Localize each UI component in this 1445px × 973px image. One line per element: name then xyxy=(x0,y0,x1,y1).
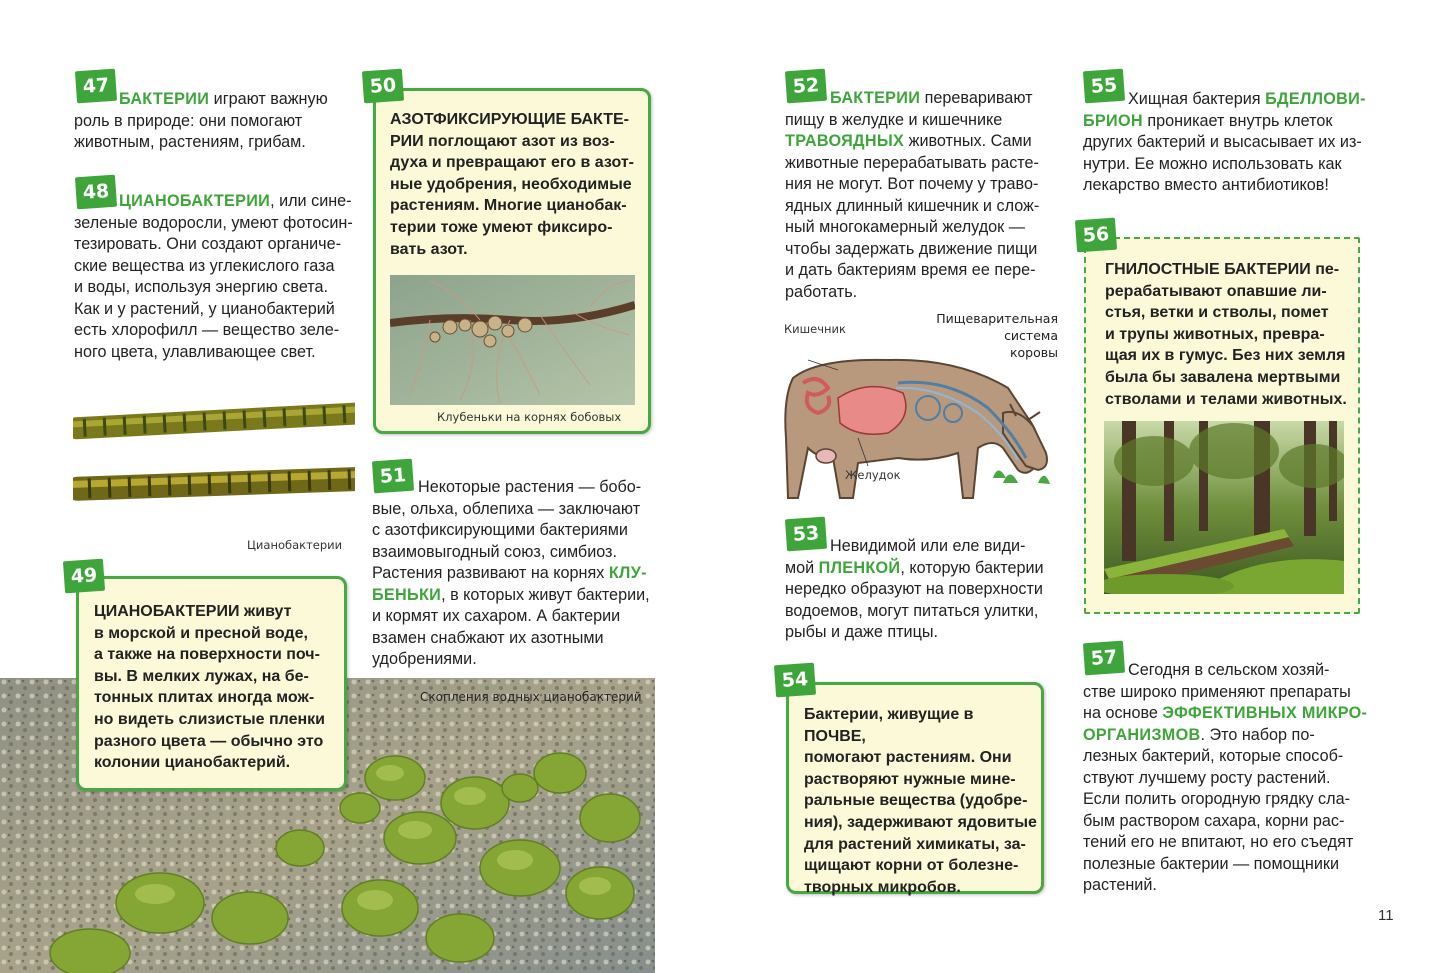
fact-57-highlight2: ОРГАНИЗМОВ xyxy=(1083,725,1201,744)
fact-number-49: 49 xyxy=(63,559,105,594)
fact-52-body2: животных. Сами животные перерабатывать расте- ния не могут. Вот почему у траво- ядных длинный кишечник и слож- ный многокамерный желудок — чтобы задержать движение пищи и дать бактериям время ее пере- работать. xyxy=(785,132,1040,301)
fact-number-47: 47 xyxy=(75,69,117,104)
fact-number-53: 53 xyxy=(785,517,827,552)
fact-number-57: 57 xyxy=(1083,641,1125,676)
fact-47-body: играют важную роль в природе: они помогают животным, растениям, грибам. xyxy=(74,90,328,151)
fact-55-body1: Хищная бактерия xyxy=(1128,90,1266,108)
fact-51-body2: , в которых живут бактерии, и кормят их сахаром. А бактерии взамен снабжают их азотными удобрениями. xyxy=(372,585,650,668)
fact-55-body2: проникает внутрь клеток других бактерий и высасывает их из- нутри. Ее можно использовать как лекарство вместо антибиотиков! xyxy=(1083,111,1362,194)
fact-47-text xyxy=(74,89,354,154)
cyanobacteria-photo xyxy=(73,390,355,520)
cyanobacteria-caption: Цианобактерии xyxy=(247,538,343,552)
cow-digestive-diagram xyxy=(778,338,1058,503)
fact-48-text xyxy=(74,191,364,363)
fact-number-55: 55 xyxy=(1083,69,1125,104)
fact-number-52: 52 xyxy=(785,69,827,104)
fact-53-body2: , которую бактерии нередко образуют на поверхности водоемов, могут питаться улитки, рыбы и даже птицы. xyxy=(785,558,1044,641)
fact-number-50: 50 xyxy=(362,69,404,104)
fact-54-text: Бактерии, живущие в ПОЧВЕ, помогают растениям. Они растворяют нужные мине- ральные вещества (удобре- ния), задерживают ядовитые для растений химикаты, за- щищают корни от болезне- творных микробов. xyxy=(804,706,1037,896)
nodules-caption: Клубеньки на корнях бобовых xyxy=(437,410,622,424)
fact-52-body1: переваривают пищу в желудке и кишечнике xyxy=(785,89,1033,129)
fact-number-48: 48 xyxy=(75,175,117,210)
fact-53-text xyxy=(785,536,1075,644)
colonies-caption: Скопления водных цианобактерий xyxy=(420,690,642,704)
fact-51-highlight1: КЛУ- xyxy=(608,564,647,582)
fact-51-highlight2: БЕНЬКИ xyxy=(372,585,442,604)
fact-48-body: , или сине- зеленые водоросли, умеют фотосин- тезировать. Они создают органиче- ские вещества из углекислого газа и воды, используя энергию света. Как и у растений, у цианобактерий есть хлорофилл — вещество зеле- ного цвета, улавливающее свет. xyxy=(74,192,353,361)
forest-photo xyxy=(1104,421,1344,594)
page-number: 11 xyxy=(1378,907,1394,924)
fact-55-highlight2: БРИОН xyxy=(1083,111,1143,130)
fact-55-text xyxy=(1083,89,1383,197)
fact-53-body1: Невидимой или еле види- мой xyxy=(785,537,1026,577)
fact-55-highlight1: БДЕЛЛОВИ- xyxy=(1265,90,1366,108)
cow-intestine-label: Кишечник xyxy=(784,322,846,336)
fact-number-54: 54 xyxy=(774,663,816,698)
fact-50-text: АЗОТФИКСИРУЮЩИЕ БАКТЕ- РИИ поглощают азот из воз- духа и превращают его в азот- ные удобрения, необходимые растениям. Многие цианобак- терии тоже умеют фиксиро- вать азот. xyxy=(390,111,634,258)
fact-47-highlight: БАКТЕРИИ xyxy=(119,90,210,108)
fact-51-text xyxy=(372,477,662,671)
root-nodules-photo xyxy=(390,275,635,405)
fact-number-56: 56 xyxy=(1075,218,1117,253)
fact-52-highlight2: ТРАВОЯДНЫХ xyxy=(785,132,905,150)
fact-53-highlight: ПЛЕНКОЙ xyxy=(818,558,901,577)
cow-title: Пищеварительная система коровы xyxy=(936,311,1058,360)
fact-52-text xyxy=(785,88,1075,303)
cow-stomach-label: Желудок xyxy=(845,468,901,482)
fact-49-text: ЦИАНОБАКТЕРИИ живут в морской и пресной воде, а также на поверхности поч- вы. В мелких лужах, на бе- тонных плитах иногда мож- но видеть слизистые пленки разного цвета — обычно это колонии цианобактерий. xyxy=(94,603,325,772)
fact-52-highlight: БАКТЕРИИ xyxy=(830,89,921,107)
fact-51-body1: Некоторые растения — бобо- вые, ольха, облепиха — заключают с азотфиксирующими бактериями взаимовыгодный союз, симбиоз. Растения развивают на корнях xyxy=(372,478,642,582)
fact-57-body2: . Это набор по- лезных бактерий, которые способ- ствуют лучшему росту растений. Если полить огородную грядку сла- бым раствором сахара, корни рас- тений его не впитают, но его съедят полезные бактерии — помощники растений. xyxy=(1083,725,1354,894)
fact-56-text: ГНИЛОСТНЫЕ БАКТЕРИИ пе- рерабатывают опавшие ли- стья, ветки и стволы, помет и трупы животных, превра- щая их в гумус. Без них земля была бы завалена мертвыми стволами и телами животных. xyxy=(1105,261,1347,408)
fact-57-highlight1: ЭФФЕКТИВНЫХ МИКРО- xyxy=(1162,704,1368,722)
fact-57-body1: Сегодня в сельском хозяй- стве широко применяют препараты на основе xyxy=(1083,661,1351,722)
fact-57-text xyxy=(1083,660,1383,897)
fact-48-highlight: ЦИАНОБАКТЕРИИ xyxy=(119,192,271,210)
fact-number-51: 51 xyxy=(372,459,414,494)
